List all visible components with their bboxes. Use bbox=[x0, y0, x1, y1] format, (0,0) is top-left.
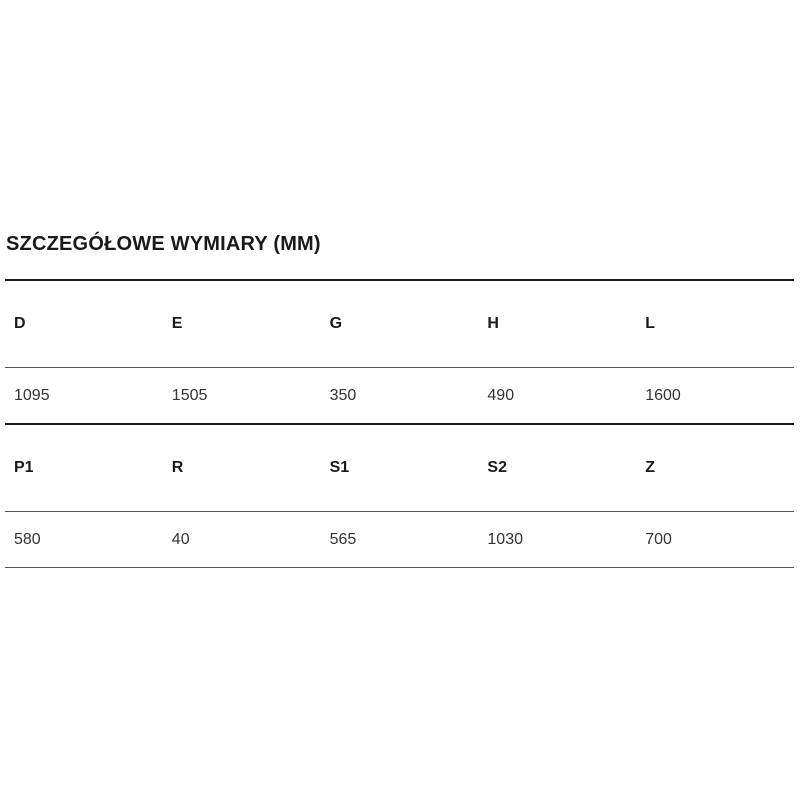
header-row-2 bbox=[5, 425, 794, 511]
dimensions-table bbox=[5, 279, 794, 568]
column-header-d: D bbox=[14, 315, 26, 332]
column-header-r: R bbox=[171, 459, 184, 476]
value-row-2 bbox=[5, 512, 794, 567]
value-e: 1505 bbox=[171, 386, 208, 404]
column-header-g: G bbox=[329, 315, 343, 332]
column-header-e: E bbox=[171, 315, 183, 332]
column-header-p1: P1 bbox=[14, 459, 34, 476]
value-h: 490 bbox=[487, 386, 515, 404]
column-header-l: L bbox=[645, 315, 655, 332]
value-z: 700 bbox=[645, 530, 672, 548]
value-g: 350 bbox=[329, 386, 357, 404]
value-s1: 565 bbox=[329, 530, 357, 548]
column-header-s1: S1 bbox=[329, 459, 350, 476]
page-title: SZCZEGÓŁOWE WYMIARY (MM) bbox=[6, 233, 321, 255]
value-s2: 1030 bbox=[487, 530, 523, 548]
header-row-1 bbox=[5, 281, 794, 367]
column-header-h: H bbox=[487, 315, 499, 332]
value-l: 1600 bbox=[645, 386, 681, 404]
table-bottom-rule bbox=[5, 567, 794, 568]
value-d: 1095 bbox=[14, 386, 50, 404]
value-row-1 bbox=[5, 368, 794, 423]
value-p1: 580 bbox=[14, 530, 41, 548]
value-r: 40 bbox=[171, 530, 190, 548]
column-header-z: Z bbox=[645, 459, 655, 476]
column-header-s2: S2 bbox=[487, 459, 507, 476]
